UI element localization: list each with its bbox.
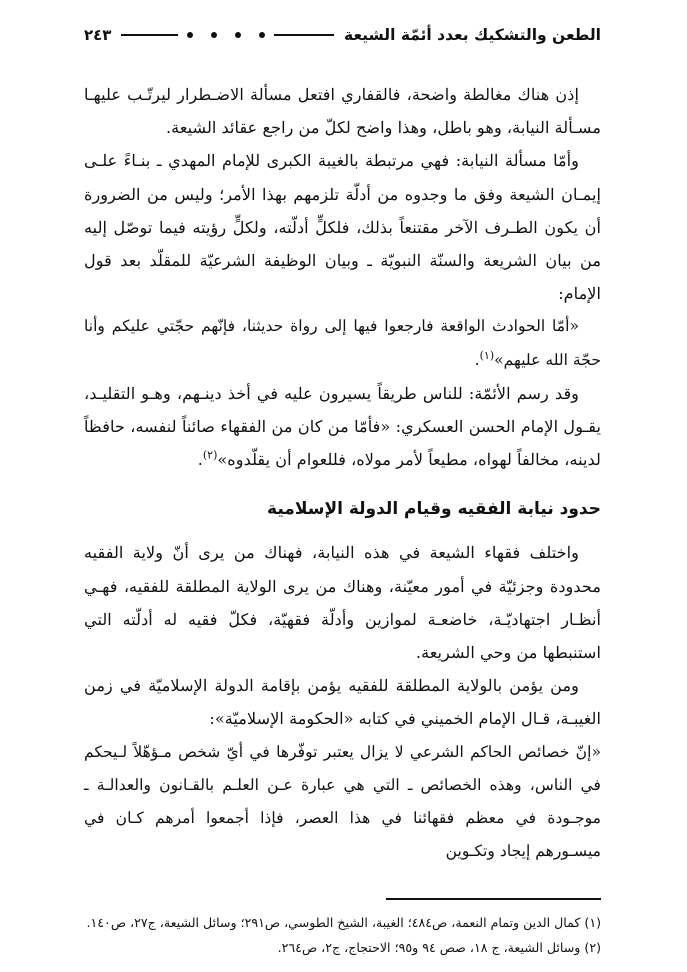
quote-1: «أمّا الحوادث الواقعة فارجعوا فيها إلى رواة حديثنا، فإنّهم حجّتي عليكم وأنا حجّة الله عليهم»$^{(١)}$. [84,317,601,369]
header-ornament [121,32,334,38]
footnote-marker-2: (٢) [202,448,218,462]
ornament-line [274,34,334,36]
page-body [84,78,601,868]
footnote-1: (١) كمال الدين وتمام النعمة، ص٤٨٤؛ الغيبة، الشيخ الطوسي، ص٢٩١؛ وسائل الشيعة، ج٢٧، ص١٤٠. [86,914,601,930]
paragraph-4: واختلف فقهاء الشيعة في هذه النيابة، فهناك من يرى أنّ ولاية الفقيه محدودة وجزئيّة في أمور معيّنة، وهناك من يرى الولاية المطلقة للفقيه، فهـي أنظـار اجتهاديّـة، خاضعـة لموازين وأدلّة فقهيّة، فكلّ فقيه له أدلّته التي استنبطها من وحي الشريعة. [84,543,601,663]
quote-2: «إنّ خصائص الحاكم الشرعي لا يزال يعتبر توفّرها في أيّ شخص مـؤهّلاً لـيحكم في الناس، وهذه الخصائص ـ التي هي عبارة عـن العلـم بالقـانون والعدالـة ـ موجـودة في معظم فقهائنا في هذا العصر، فإذا أجمعوا أمرهم كـان في ميسـورهم إيجاد وتكـوين [84,742,601,861]
running-title: الطعن والتشكيك بعدد أئمّة الشيعة [344,26,601,44]
paragraph-3-text: وقد رسم الأئمّة: للناس طريقاً يسيرون عليه في أخذ دينـهم، وهـو التقليـد، يقـول الإمام الحسن العسكري: «فأمّا من كان من الفقهاء صائناً لنفسه، حافظاً لدينه، مخالفاً لهواه، مطيعاً لأمر مولاه، فللعوام أن يقلّدوه» [84,383,601,470]
ornament-line [121,34,178,36]
ornament-dot [211,32,217,38]
section-heading: حدود نيابة الفقيه وقيام الدولة الإسلامية [267,499,601,520]
ornament-dot [259,32,265,38]
page-header [84,22,601,48]
page-number: ٢٤٣ [84,26,112,44]
paragraph-5: ومن يؤمن بالولاية المطلقة للفقيه يؤمن بإقامة الدولة الإسلاميّة في زمن الغيبـة، قـال الإمام الخميني في كتابه «الحكومة الإسلاميّة»: [84,676,601,729]
paragraph-1: إذن هناك مغالطة واضحة، فالقفاري افتعل مسألة الاضـطرار ليرتّـب عليهـا مسـألة النيابة، وهو باطل، وهذا واضح لكلّ من راجع عقائد الشيعة. [84,85,601,138]
quote-1-text: «أمّا الحوادث الواقعة فارجعوا فيها إلى رواة حديثنا، فإنّهم حجّتي عليكم وأنا حجّة الله عليهم» [84,317,601,369]
footnote-divider [386,898,601,899]
ornament-dot [187,32,193,38]
footnote-marker-1: (١) [479,348,495,362]
footnote-2: (٢) وسائل الشيعة، ج ١٨، صص ٩٤ و٩٥؛ الاحتجاج، ج٢، ص٢٦٤. [277,939,601,955]
paragraph-3: وقد رسم الأئمّة: للناس طريقاً يسيرون عليه في أخذ دينـهم، وهـو التقليـد، يقـول الإمام الحسن العسكري: «فأمّا من كان من الفقهاء صائناً لنفسه، حافظاً لدينه، مخالفاً لهواه، مطيعاً لأمر مولاه، فللعوام أن يقلّدوه»$^{(٢)}$. [84,383,601,470]
ornament-dot [235,32,241,38]
footnotes [84,910,601,960]
paragraph-2: وأمّا مسألة النيابة: فهي مرتبطة بالغيبة الكبرى للإمام المهدي ـ بنـاءً علـى إيمـان الشيعة وفق ما وجدوه من أدلّة تلزمهم بهذا الأمر؛ وليس من الضرورة أن يكون الطـرف الآخر مقتنعاً بذلك، فلكلٍّ أدلّته، ولكلٍّ رؤيته فيما توصّل إليه من بيان الشريعة والسنّة النبويّة ـ وبيان الوظيفة الشرعيّة للمقلّد بعد قول الإمام: [84,151,601,304]
